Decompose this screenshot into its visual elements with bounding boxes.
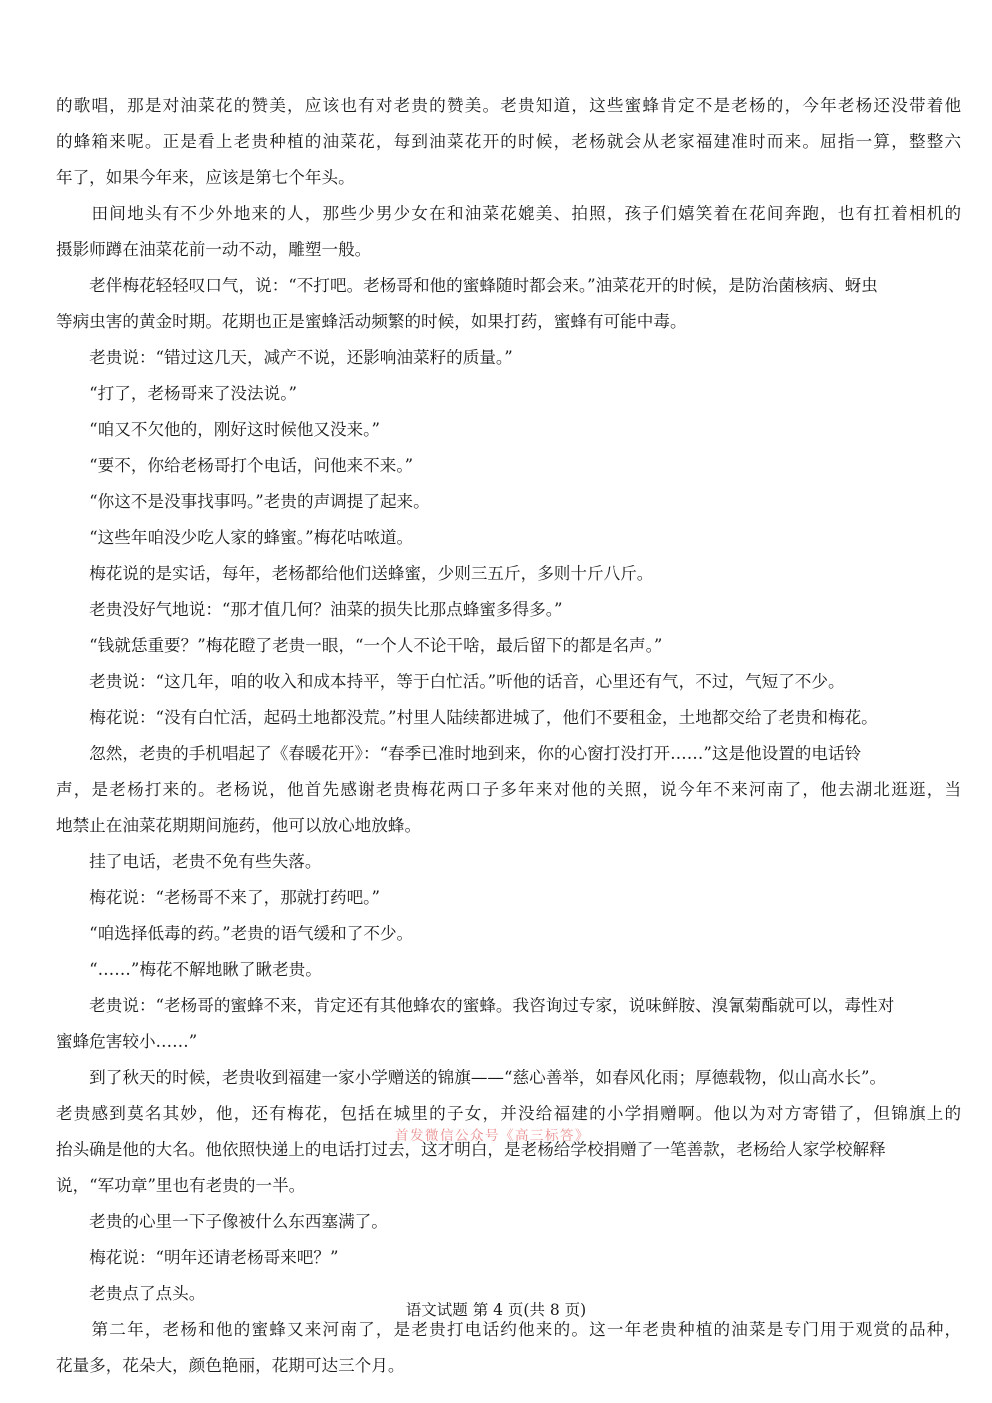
page-footer: 语文试题 第 4 页(共 8 页) bbox=[405, 1301, 587, 1319]
text-line: 老贵的心里一下子像被什么东西塞满了。 bbox=[56, 1212, 388, 1231]
text-line: 忽然，老贵的手机唱起了《春暖花开》：“春季已准时地到来，你的心窗打没打开……”这是他设置的电话铃 bbox=[56, 744, 862, 763]
text-line: “咱又不欠他的，刚好这时候他又没来。” bbox=[56, 420, 380, 439]
text-line: 声，是老杨打来的。老杨说，他首先感谢老贵梅花两口子多年来对他的关照，说今年不来河南了，他去湖北逛逛，当 bbox=[56, 780, 963, 799]
text-line: 说，“军功章”里也有老贵的一半。 bbox=[56, 1176, 306, 1195]
text-line: 老贵说：“错过这几天，减产不说，还影响油菜籽的质量。” bbox=[56, 348, 513, 367]
text-line: 蜜蜂危害较小……” bbox=[56, 1032, 198, 1051]
text-line: 梅花说：“明年还请老杨哥来吧？” bbox=[56, 1248, 339, 1267]
text-line: 老贵感到莫名其妙，他，还有梅花，包括在城里的子女，并没给福建的小学捐赠啊。他以为对方寄错了，但锦旗上的 bbox=[56, 1104, 963, 1123]
text-line: “钱就恁重要？”梅花瞪了老贵一眼，“一个人不论干啥，最后留下的都是名声。” bbox=[56, 636, 663, 655]
text-line: 的蜂箱来呢。正是看上老贵种植的油菜花，每到油菜花开的时候，老杨就会从老家福建准时而来。屈指一算，整整六 bbox=[56, 132, 963, 151]
text-line: “这些年咱没少吃人家的蜂蜜。”梅花咕哝道。 bbox=[56, 528, 414, 547]
text-line: “打了，老杨哥来了没法说。” bbox=[56, 384, 297, 403]
text-line: “要不，你给老杨哥打个电话，问他来不来。” bbox=[56, 456, 414, 475]
watermark: 首发微信公众号《高三标答》 bbox=[395, 1128, 590, 1144]
text-line: 田间地头有不少外地来的人，那些少男少女在和油菜花媲美、拍照，孩子们嬉笑着在花间奔跑，也有扛着相机的 bbox=[56, 204, 963, 223]
text-line: 老贵点了点头。 bbox=[56, 1284, 206, 1303]
text-line: 摄影师蹲在油菜花前一动不动，雕塑一般。 bbox=[56, 240, 372, 259]
text-line: 抬头确是他的大名。他依照快递上的电话打过去，这才明白，是老杨给学校捐赠了一笔善款，老杨给人家学校解释 bbox=[56, 1140, 886, 1159]
text-line: 梅花说的是实话，每年，老杨都给他们送蜂蜜，少则三五斤，多则十斤八斤。 bbox=[56, 564, 654, 583]
text-line: 老贵说：“老杨哥的蜜蜂不来，肯定还有其他蜂农的蜜蜂。我咨询过专家，说味鲜胺、溴氰菊酯就可以，毒性对 bbox=[56, 996, 895, 1015]
text-line: 老贵没好气地说：“那才值几何？油菜的损失比那点蜂蜜多得多。” bbox=[56, 600, 563, 619]
text-line: “咱选择低毒的药。”老贵的语气缓和了不少。 bbox=[56, 924, 414, 943]
text-line: 梅花说：“老杨哥不来了，那就打药吧。” bbox=[56, 888, 380, 907]
text-line: 的歌唱，那是对油菜花的赞美，应该也有对老贵的赞美。老贵知道，这些蜜蜂肯定不是老杨的，今年老杨还没带着他 bbox=[56, 96, 963, 115]
text-line: “……”梅花不解地瞅了瞅老贵。 bbox=[56, 960, 322, 979]
text-line: 老伴梅花轻轻叹口气，说：“不打吧。老杨哥和他的蜜蜂随时都会来。”油菜花开的时候，是防治菌核病、蚜虫 bbox=[56, 276, 878, 295]
text-line: “你这不是没事找事吗。”老贵的声调提了起来。 bbox=[56, 492, 430, 511]
text-line: 第二年，老杨和他的蜜蜂又来河南了，是老贵打电话约他来的。这一年老贵种植的油菜是专门用于观赏的品种， bbox=[56, 1320, 963, 1339]
text-line: 年了，如果今年来，应该是第七个年头。 bbox=[56, 168, 355, 187]
text-line: 挂了电话，老贵不免有些失落。 bbox=[56, 852, 322, 871]
text-line: 地禁止在油菜花期期间施药，他可以放心地放蜂。 bbox=[56, 816, 422, 835]
text-line: 花量多，花朵大，颜色艳丽，花期可达三个月。 bbox=[56, 1356, 405, 1375]
text-line: 等病虫害的黄金时期。花期也正是蜜蜂活动频繁的时候，如果打药，蜜蜂有可能中毒。 bbox=[56, 312, 687, 331]
text-line: 到了秋天的时候，老贵收到福建一家小学赠送的锦旗——“慈心善举，如春风化雨；厚德载物，似山高水长”。 bbox=[56, 1068, 887, 1087]
text-line: 梅花说：“没有白忙活，起码土地都没荒。”村里人陆续都进城了，他们不要租金，土地都交给了老贵和梅花。 bbox=[56, 708, 878, 727]
text-line: 老贵说：“这几年，咱的收入和成本持平，等于白忙活。”听他的话音，心里还有气，不过，气短了不少。 bbox=[56, 672, 845, 691]
